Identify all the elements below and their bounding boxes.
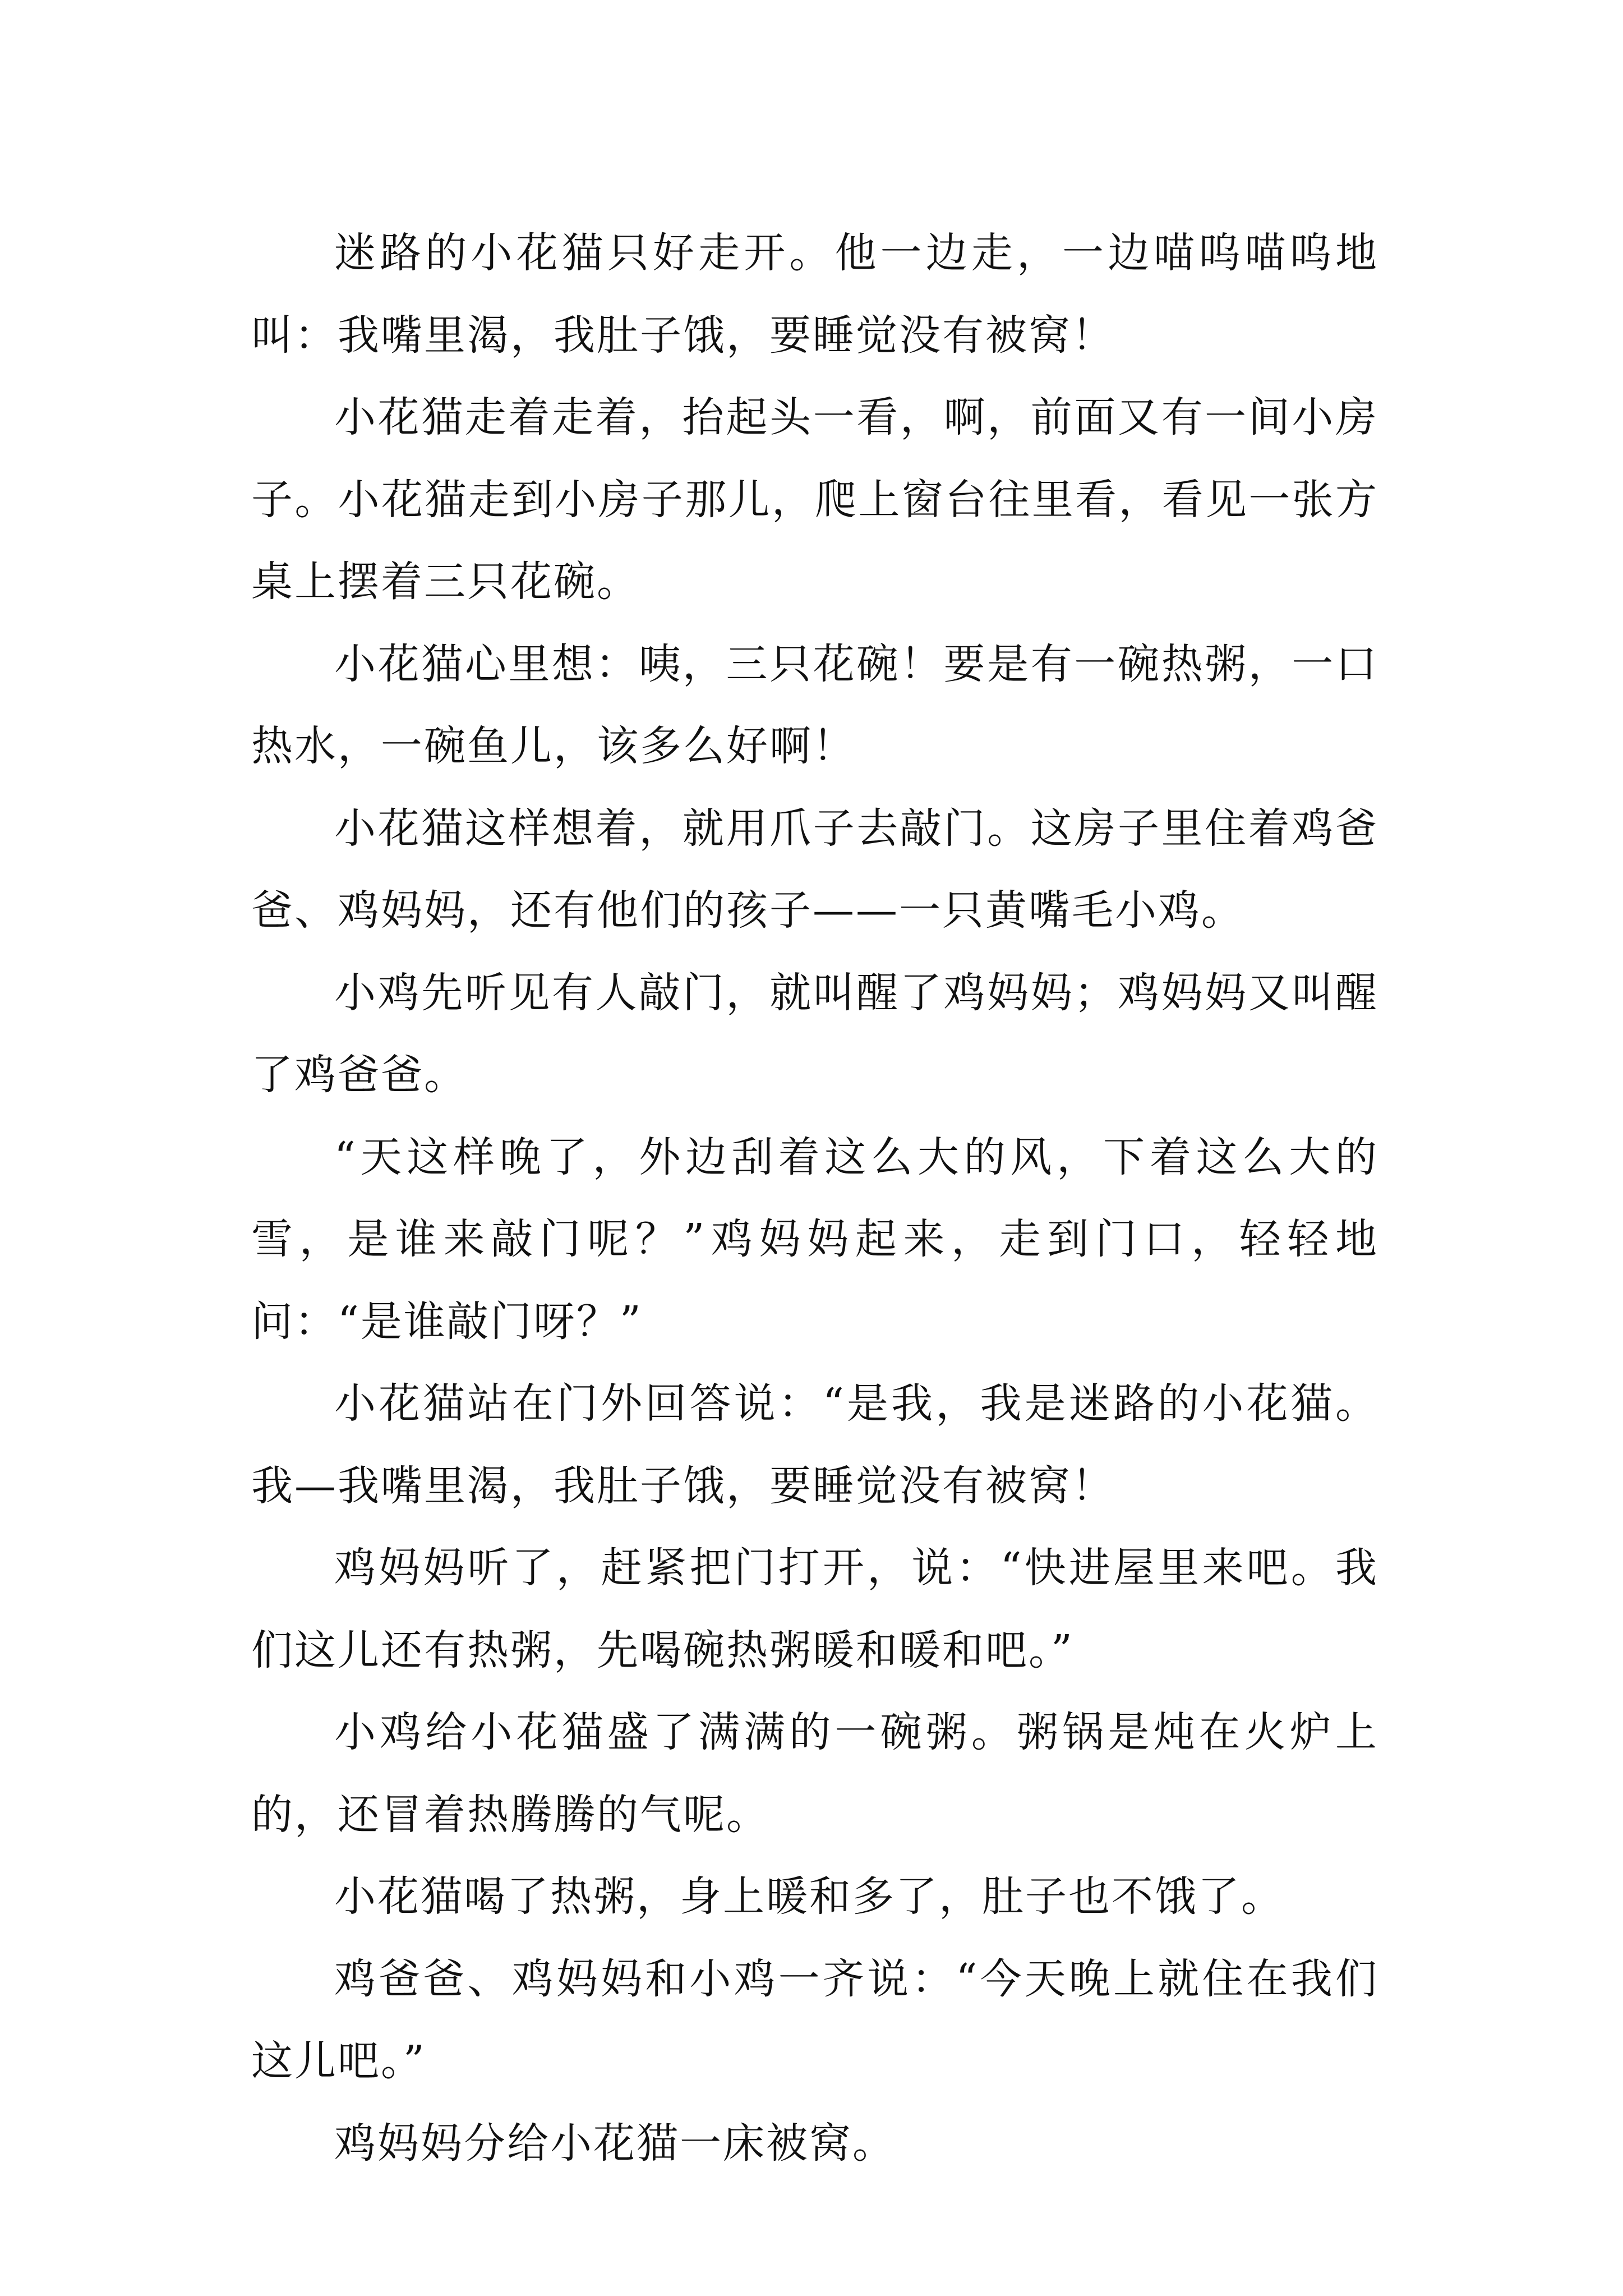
paragraph: 小花猫走着走着，抬起头一看，啊，前面又有一间小房子。小花猫走到小房子那儿，爬上窗台往里看，看见一张方桌上摆着三只花碗。 — [251, 393, 1378, 606]
paragraph: 鸡爸爸、鸡妈妈和小鸡一齐说：“今天晚上就住在我们这儿吧。” — [251, 1954, 1378, 2085]
paragraph: 小花猫站在门外回答说：“是我，我是迷路的小花猫。我—我嘴里渴，我肚子饿，要睡觉没有被窝！ — [251, 1379, 1378, 1510]
paragraph: “天这样晚了，外边刮着这么大的风，下着这么大的雪，是谁来敲门呢？”鸡妈妈起来，走到门口，轻轻地问：“是谁敲门呀？” — [251, 1133, 1378, 1346]
paragraph: 小花猫心里想：咦，三只花碗！要是有一碗热粥，一口热水，一碗鱼儿，该多么好啊！ — [251, 639, 1378, 770]
paragraph: 小鸡给小花猫盛了满满的一碗粥。粥锅是炖在火炉上的，还冒着热腾腾的气呢。 — [251, 1708, 1378, 1839]
paragraph: 小花猫喝了热粥，身上暖和多了，肚子也不饿了。 — [334, 1872, 1284, 1921]
paragraph: 迷路的小花猫只好走开。他一边走，一边喵呜喵呜地叫：我嘴里渴，我肚子饿，要睡觉没有被窝！ — [251, 229, 1378, 360]
story-text — [251, 212, 1378, 2184]
paragraph: 小花猫这样想着，就用爪子去敲门。这房子里住着鸡爸爸、鸡妈妈，还有他们的孩子——一只黄嘴毛小鸡。 — [251, 804, 1378, 935]
paragraph: 鸡妈妈听了，赶紧把门打开，说：“快进屋里来吧。我们这儿还有热粥，先喝碗热粥暖和暖和吧。” — [251, 1544, 1378, 1674]
paragraph: 小鸡先听见有人敲门，就叫醒了鸡妈妈；鸡妈妈又叫醒了鸡爸爸。 — [251, 968, 1378, 1099]
paragraph: 鸡妈妈分给小花猫一床被窝。 — [334, 2119, 896, 2168]
